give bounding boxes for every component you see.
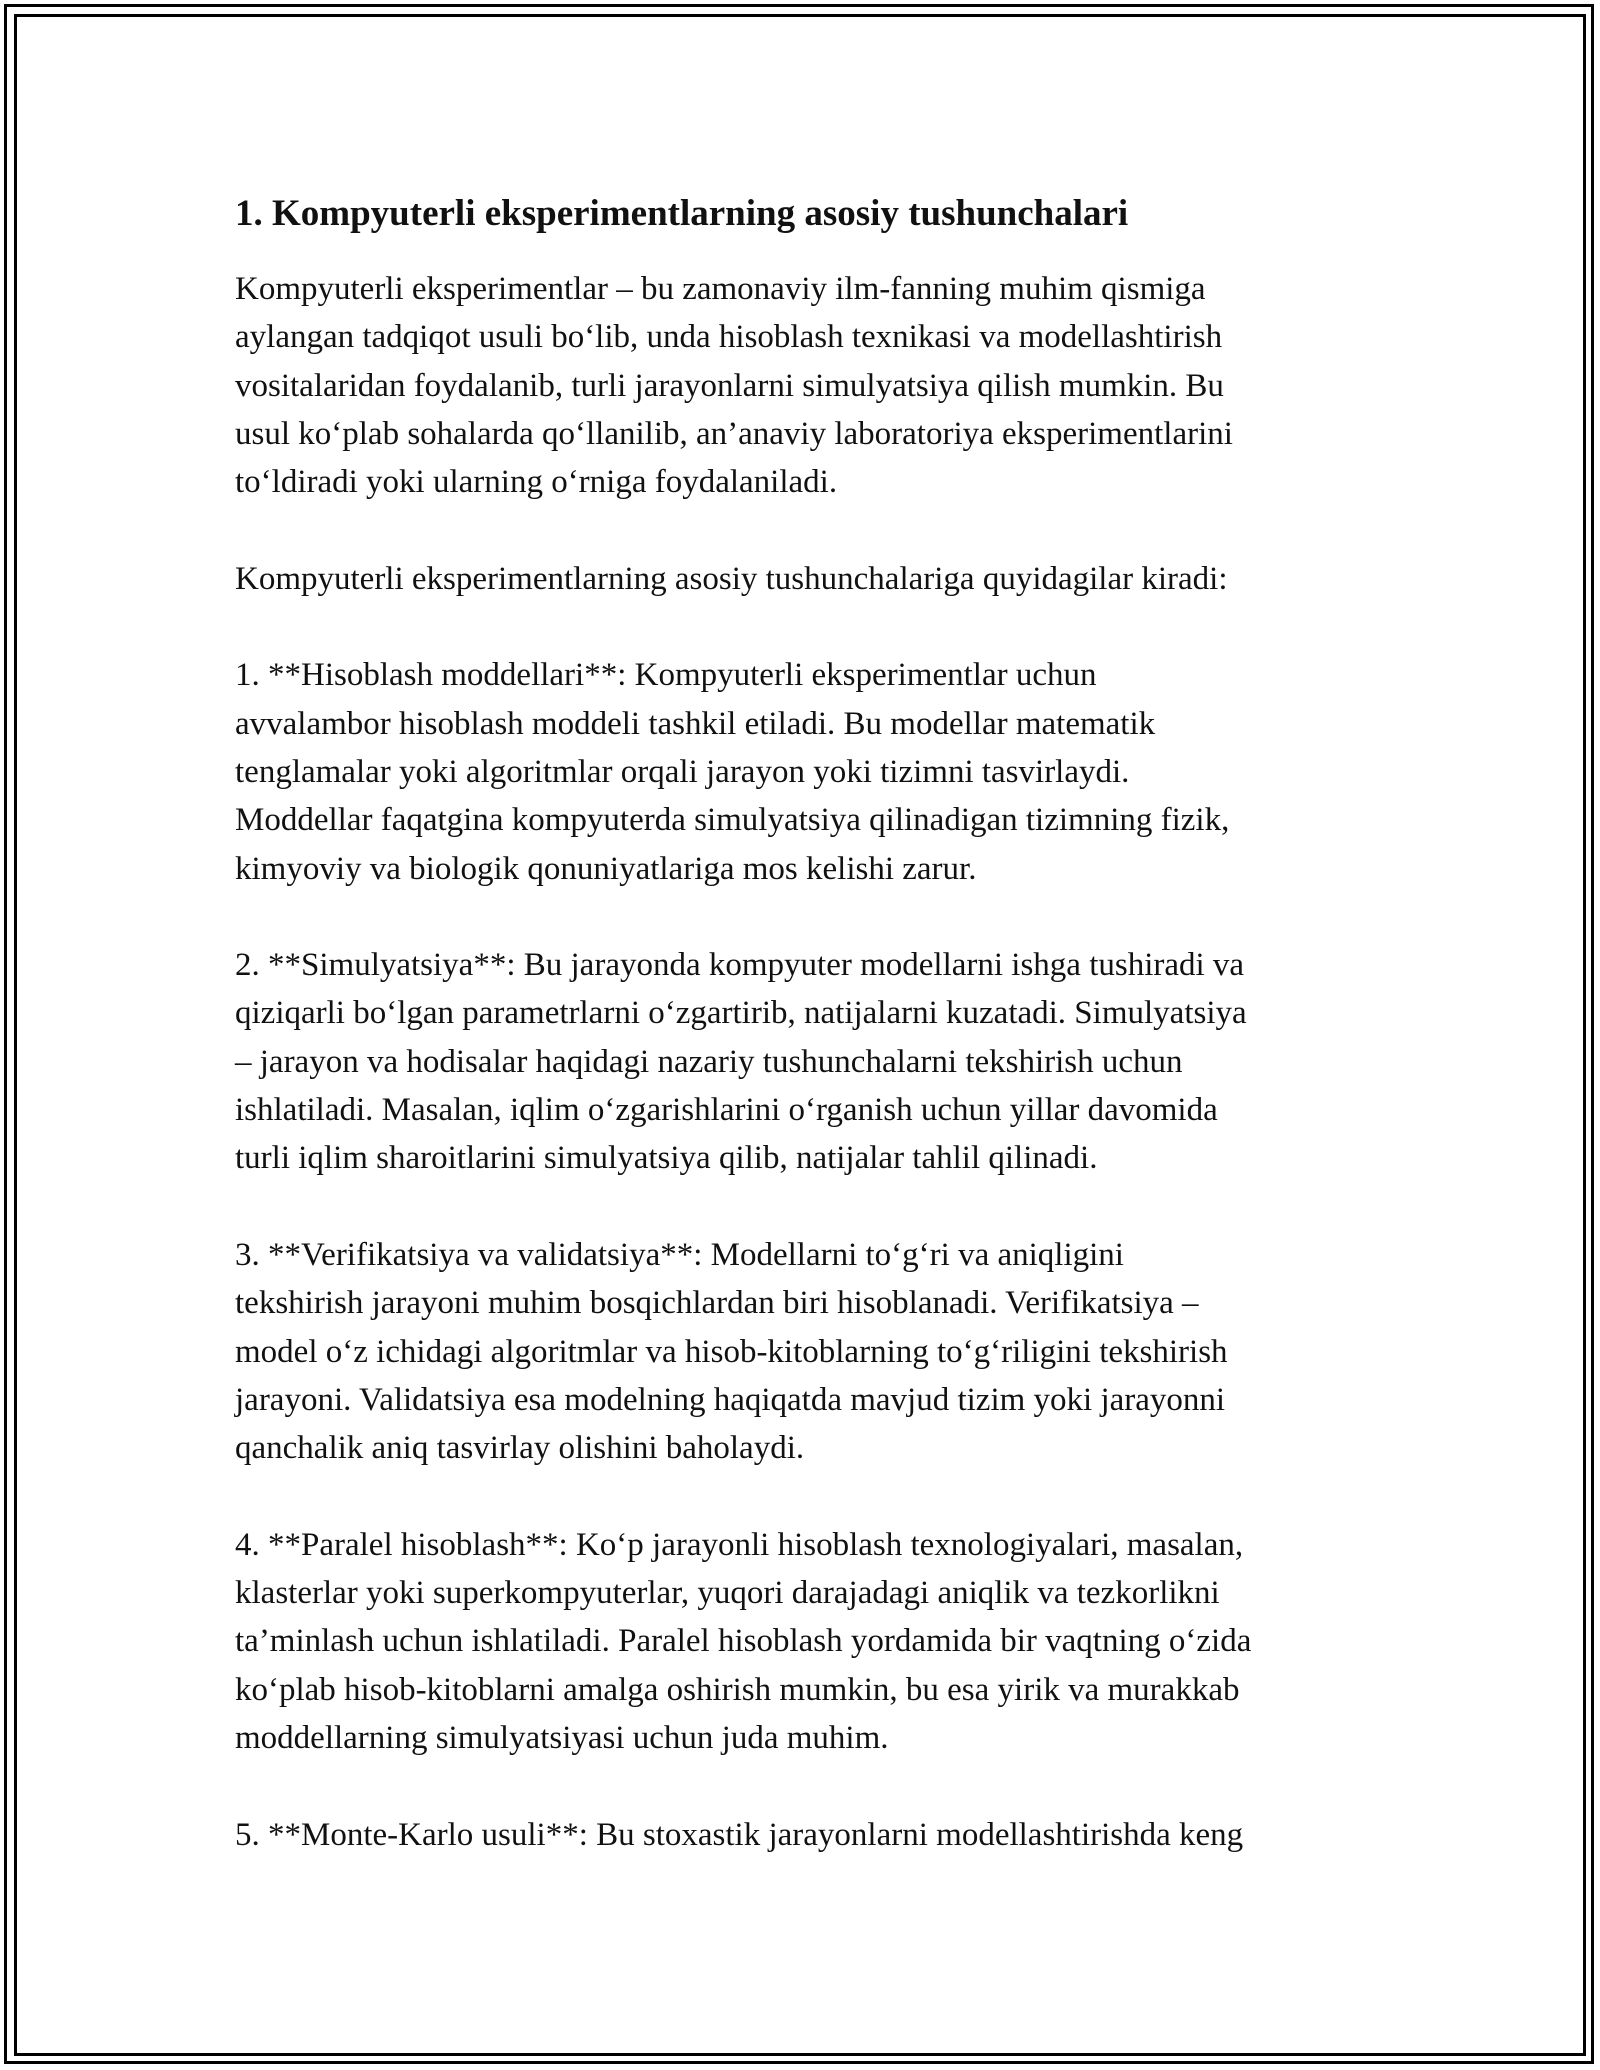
text-line: 2. **Simulyatsiya**: Bu jarayonda kompyuter modellarni ishga tushiradi va bbox=[235, 947, 1245, 984]
text-line: 3. **Verifikatsiya va validatsiya**: Modellarni to‘g‘ri va aniqligini bbox=[235, 1236, 1124, 1273]
list-item-2 bbox=[235, 941, 1365, 1182]
text-line: 1. **Hisoblash moddellari**: Kompyuterli eksperimentlar uchun bbox=[235, 657, 1097, 694]
text-line: ko‘plab hisob-kitoblarni amalga oshirish mumkin, bu esa yirik va murakkab bbox=[235, 1671, 1240, 1708]
text-line: – jarayon va hodisalar haqidagi nazariy tushunchalarni tekshirish uchun bbox=[235, 1043, 1183, 1080]
document-body bbox=[235, 185, 1365, 1907]
section-heading: 1. Kompyuterli eksperimentlarning asosiy tushunchalari bbox=[235, 193, 1129, 234]
paragraph-intro bbox=[235, 265, 1365, 506]
text-line: 4. **Paralel hisoblash**: Ko‘p jarayonli hisoblash texnologiyalari, masalan, bbox=[235, 1526, 1244, 1563]
text-line: Kompyuterli eksperimentlar – bu zamonaviy ilm-fanning muhim qismiga bbox=[235, 271, 1206, 307]
text-line: vositalaridan foydalanib, turli jarayonlarni simulyatsiya qilish mumkin. Bu bbox=[235, 367, 1224, 404]
text-line: usul ko‘plab sohalarda qo‘llanilib, an’anaviy laboratoriya eksperimentlarini bbox=[235, 415, 1233, 452]
text-line: to‘ldiradi yoki ularning o‘rniga foydalaniladi. bbox=[235, 464, 838, 501]
text-line: klasterlar yoki superkompyuterlar, yuqori darajadagi aniqlik va tezkorlikni bbox=[235, 1575, 1220, 1612]
text-line: model o‘z ichidagi algoritmlar va hisob-kitoblarning to‘g‘riligini tekshirish bbox=[235, 1333, 1228, 1370]
text-line: kimyoviy va biologik qonuniyatlariga mos kelishi zarur. bbox=[235, 850, 977, 887]
text-line: tenglamalar yoki algoritmlar orqali jarayon yoki tizimni tasvirlaydi. bbox=[235, 753, 1130, 790]
text-line: moddellarning simulyatsiyasi uchun juda muhim. bbox=[235, 1719, 889, 1756]
list-item-4 bbox=[235, 1521, 1365, 1762]
text-line: jarayoni. Validatsiya esa modelning haqiqatda mavjud tizim yoki jarayonni bbox=[235, 1381, 1226, 1418]
text-line: Moddellar faqatgina kompyuterda simulyatsiya qilinadigan tizimning fizik, bbox=[235, 802, 1230, 839]
text-line: 5. **Monte-Karlo usuli**: Bu stoxastik jarayonlarni modellashtirishda keng bbox=[235, 1816, 1244, 1853]
text-line: qanchalik aniq tasvirlay olishini baholaydi. bbox=[235, 1430, 805, 1467]
list-item-1 bbox=[235, 651, 1365, 892]
text-line: aylangan tadqiqot usuli bo‘lib, unda hisoblash texnikasi va modellashtirish bbox=[235, 319, 1223, 356]
text-line: avvalambor hisoblash moddeli tashkil etiladi. Bu modellar matematik bbox=[235, 705, 1156, 742]
list-item-5 bbox=[235, 1811, 1365, 1859]
text-line: turli iqlim sharoitlarini simulyatsiya qilib, natijalar tahlil qilinadi. bbox=[235, 1140, 1098, 1177]
paragraph-list-intro bbox=[235, 555, 1365, 603]
text-line: qiziqarli bo‘lgan parametrlarni o‘zgartirib, natijalarni kuzatadi. Simulyatsiya bbox=[235, 995, 1247, 1032]
text-line: Kompyuterli eksperimentlarning asosiy tushunchalariga quyidagilar kiradi: bbox=[235, 560, 1228, 597]
text-line: ta’minlash uchun ishlatiladi. Paralel hisoblash yordamida bir vaqtning o‘zida bbox=[235, 1623, 1252, 1660]
text-line: ishlatiladi. Masalan, iqlim o‘zgarishlarini o‘rganish uchun yillar davomida bbox=[235, 1092, 1218, 1129]
list-item-3 bbox=[235, 1231, 1365, 1472]
text-line: tekshirish jarayoni muhim bosqichlardan biri hisoblanadi. Verifikatsiya – bbox=[235, 1285, 1199, 1322]
